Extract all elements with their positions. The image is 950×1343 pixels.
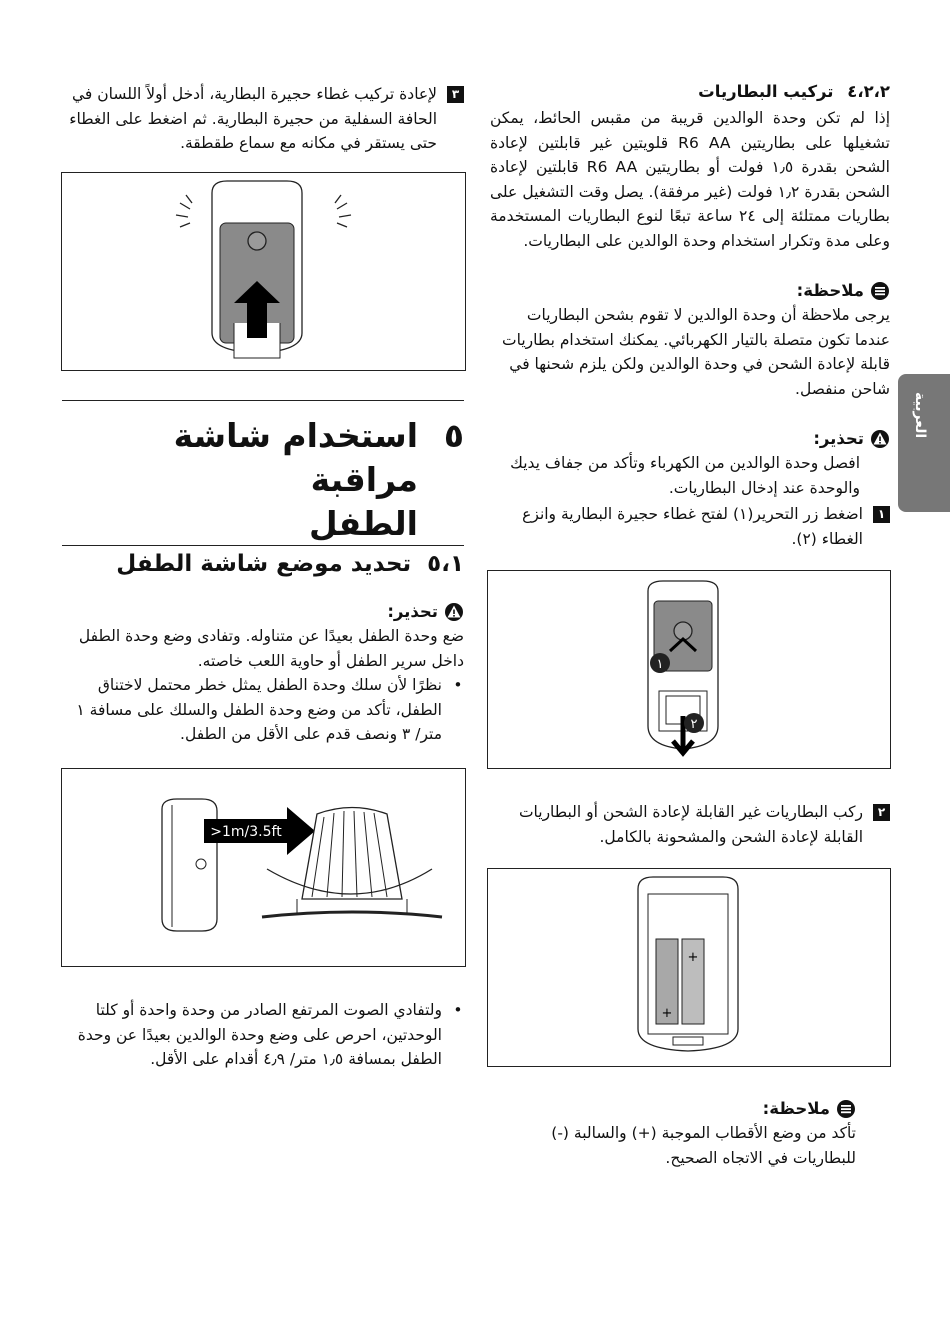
list-item	[62, 998, 464, 1072]
bullet-text: نظرًا لأن سلك وحدة الطفل يمثل خطر محتمل لاختناق الطفل، تأكد من وضع وحدة الطفل والسلك على مسافة ١ متر/ ٣ ونصف قدم على الأقل من الطفل.	[76, 676, 442, 743]
note-icon	[836, 1099, 856, 1119]
warning-label: تحذير:	[813, 429, 864, 448]
distance-illustration	[62, 769, 465, 966]
step-number: ٣	[447, 86, 464, 103]
parent-unit-back-illustration	[488, 571, 890, 768]
section-title: تحديد موضع شاشة الطفل	[116, 551, 412, 577]
warning-icon	[870, 429, 890, 449]
note-icon	[870, 281, 890, 301]
warning-text: افصل وحدة الوالدين من الكهرباء وتأكد من جفاف يديك والوحدة عند إدخال البطاريات.	[510, 454, 860, 497]
note-text: تأكد من وضع الأقطاب الموجبة (+) والسالبة (-) للبطاريات في الاتجاه الصحيح.	[551, 1124, 856, 1167]
battery-plus-2: +	[687, 950, 699, 965]
bullet-icon: •	[453, 676, 463, 694]
language-tab-label: العربية	[912, 392, 928, 439]
note-label: ملاحظة:	[796, 281, 864, 300]
step-2	[490, 800, 890, 849]
figure-insert-batteries	[487, 868, 891, 1067]
warning-text: ضع وحدة الطفل بعيدًا عن متناوله. وتفادى وضع وحدة الطفل داخل سرير الطفل أو حاوية اللعب خاصته.	[78, 627, 464, 670]
language-side-tab	[898, 374, 950, 512]
battery-compartment-illustration	[488, 869, 890, 1066]
note-block-2	[490, 1097, 890, 1170]
section-heading-placement	[62, 548, 464, 580]
right-column	[490, 80, 890, 551]
figure-distance	[61, 768, 466, 967]
bullet-icon: •	[453, 1001, 463, 1019]
section-number: ٥،١	[427, 551, 464, 577]
section-title: تركيب البطاريات	[698, 82, 834, 101]
section-rule	[62, 545, 464, 546]
figure-remove-cover	[487, 570, 891, 769]
figure-replace-cover	[61, 172, 466, 371]
step-text: اضغط زر التحرير(١) لفتح غطاء حجيرة البطارية وانزع الغطاء (٢).	[522, 505, 863, 548]
step-2-block	[490, 800, 890, 849]
section-heading-batteries	[490, 80, 890, 104]
step-number: ١	[873, 506, 890, 523]
step-3	[62, 82, 464, 156]
battery-plus-1: +	[661, 1006, 673, 1021]
warning-label: تحذير:	[387, 602, 438, 621]
step-text: ركب البطاريات غير القابلة لإعادة الشحن أو البطاريات القابلة لإعادة الشحن والمشحونة بالكامل.	[518, 803, 863, 846]
chapter-heading	[62, 414, 464, 546]
callout-1: ١	[656, 657, 664, 672]
step-number: ٢	[873, 804, 890, 821]
warning-icon	[444, 602, 464, 622]
note-text: يرجى ملاحظة أن وحدة الوالدين لا تقوم بشحن البطاريات عندما تكون متصلة بالتيار الكهربائي. يمكنك استخدام بطاريات قابلة لإعادة الشحن في وحدة الوالدين ولكن يلزم شحنها في شاحن منفصل.	[502, 306, 890, 398]
chapter-title-line1: استخدام شاشة مراقبة	[173, 416, 418, 499]
chapter-rule-top	[62, 400, 464, 401]
left-column-step3	[62, 82, 464, 156]
warning-block	[490, 427, 890, 500]
list-item	[62, 673, 464, 747]
note-block-1	[490, 279, 890, 401]
step-text: لإعادة تركيب غطاء حجيرة البطارية، أدخل أولاً اللسان في الحافة السفلية من حجيرة البطارية. ثم اضغط على الغطاء حتى يستقر في مكانه مع سماع طقطقة.	[69, 85, 437, 152]
distance-bullet-block	[62, 998, 464, 1072]
note-label: ملاحظة:	[762, 1099, 830, 1118]
step-1	[490, 502, 890, 551]
placement-warning	[62, 600, 464, 747]
distance-label: >1m/3.5ft	[210, 824, 282, 840]
batteries-intro: إذا لم تكن وحدة الوالدين قريبة من مقبس الحائط، يمكن تشغيلها على بطاريتين R6 AA قلويتين غير قابلتين لإعادة الشحن بقدرة ١٫٥ فولت أو بطاريتين R6 AA قابلتين لإعادة الشحن بقدرة ١٫٢ فولت (غير مرفقة). يصل وقت التشغيل على بطاريات ممتلئة إلى ٢٤ ساعة تبعًا لنوع البطاريات المستخدمة وعلى مدة وتكرار استخدام وحدة الوالدين على البطاريات.	[490, 109, 890, 250]
chapter-title-line2: الطفل	[308, 504, 418, 543]
bullet-text: ولتفادي الصوت المرتفع الصادر من وحدة واحدة أو كلتا الوحدتين، احرص على وضع وحدة الوالدين بعيدًا عن وحدة الطفل بمسافة ١٫٥ متر/ ٤٫٩ أقدام على الأقل.	[77, 1001, 442, 1068]
callout-2: ٢	[690, 717, 698, 732]
chapter-number: ٥	[443, 416, 464, 455]
section-number: ٤،٢،٢	[847, 82, 890, 101]
replace-cover-illustration	[62, 173, 465, 370]
